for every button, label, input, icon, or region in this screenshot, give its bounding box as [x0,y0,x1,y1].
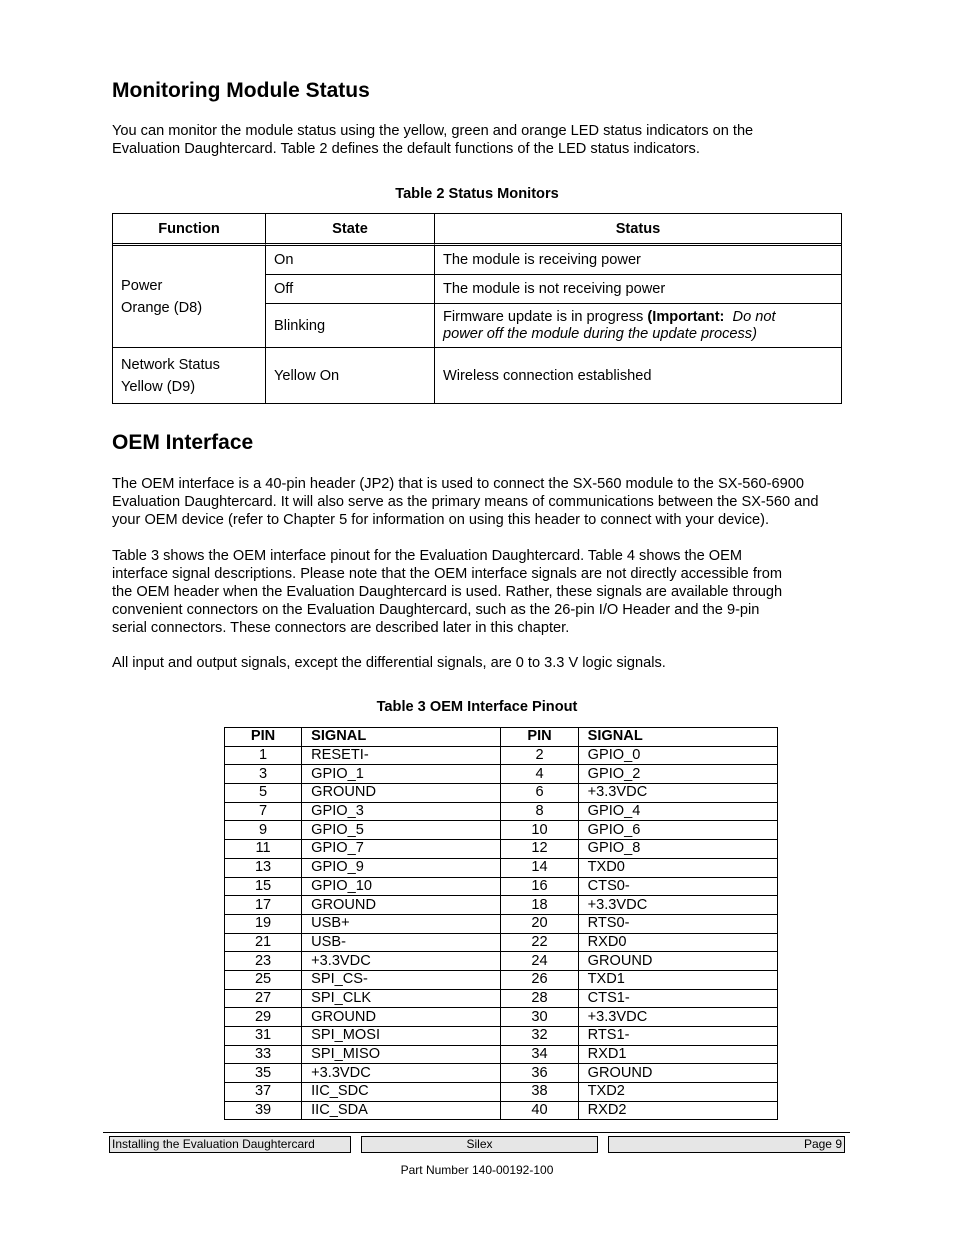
signal-cell: USB- [302,933,501,952]
pin-cell: 9 [225,821,302,840]
signal-cell: TXD2 [578,1083,777,1102]
status-note: Do not [732,308,776,325]
table-row [225,840,778,859]
section-paragraph [112,122,842,158]
paragraph-line: the OEM header when the Evaluation Daughtercard is used. Rather, these signals are available through [112,584,783,600]
signal-cell: GROUND [302,1008,501,1027]
signal-cell: RESETI- [302,746,501,765]
paragraph-line: Evaluation Daughtercard. It will also serve as the primary means of communications between the SX-560 and [112,494,819,510]
signal-cell: CTS1- [578,989,777,1008]
signal-cell: GPIO_9 [302,858,501,877]
status-important: (Important: [647,308,725,325]
function-led: Yellow (D9) [121,378,196,395]
paragraph-line: Table 3 shows the OEM interface pinout for the Evaluation Daughtercard. Table 4 shows the OEM [112,548,743,564]
signal-cell: USB+ [302,914,501,933]
pin-cell: 12 [501,840,578,859]
signal-cell: RTS1- [578,1027,777,1046]
table-row [225,1027,778,1046]
pin-cell: 15 [225,877,302,896]
column-header: PIN [501,728,578,747]
pin-cell: 25 [225,970,302,989]
pin-cell: 36 [501,1064,578,1083]
function-name: Network Status [121,356,220,373]
pin-cell: 16 [501,877,578,896]
state-cell: Yellow On [266,348,435,403]
table-row [225,1045,778,1064]
paragraph-line: Evaluation Daughtercard. Table 2 defines the default functions of the LED status indicators. [112,141,700,157]
pin-cell: 34 [501,1045,578,1064]
signal-cell: SPI_MISO [302,1045,501,1064]
signal-cell: +3.3VDC [578,896,777,915]
pin-cell: 19 [225,914,302,933]
pin-cell: 4 [501,765,578,784]
pin-cell: 11 [225,840,302,859]
function-cell [113,246,266,348]
table-row [225,877,778,896]
table-row [225,970,778,989]
table-header-row [113,214,841,246]
pin-cell: 1 [225,746,302,765]
section-paragraph [112,547,842,637]
state-cell: On [266,246,435,275]
pin-cell: 13 [225,858,302,877]
status-cell [435,304,841,348]
column-header: SIGNAL [578,728,777,747]
signal-cell: SPI_MOSI [302,1027,501,1046]
pin-cell: 38 [501,1083,578,1102]
column-header: Status [435,214,841,246]
signal-cell: TXD0 [578,858,777,877]
table-row [225,1083,778,1102]
pin-cell: 14 [501,858,578,877]
signal-cell: GPIO_0 [578,746,777,765]
status-cell: The module is receiving power [435,246,841,275]
table-row [225,746,778,765]
pin-cell: 23 [225,952,302,971]
pin-cell: 6 [501,784,578,803]
pin-cell: 33 [225,1045,302,1064]
section-paragraph [112,475,842,529]
status-text: Firmware update is in progress [443,308,648,325]
pin-cell: 27 [225,989,302,1008]
pin-cell: 8 [501,802,578,821]
signal-cell: GROUND [578,952,777,971]
table-row [225,933,778,952]
status-note: power off the module during the update process) [443,325,757,342]
pin-cell: 31 [225,1027,302,1046]
table-row [225,1101,778,1120]
signal-cell: IIC_SDC [302,1083,501,1102]
signal-cell: GPIO_8 [578,840,777,859]
table-row [225,952,778,971]
function-led: Orange (D8) [121,299,203,316]
signal-cell: +3.3VDC [302,952,501,971]
pin-cell: 26 [501,970,578,989]
signal-cell: RXD1 [578,1045,777,1064]
table-row [225,802,778,821]
pin-cell: 32 [501,1027,578,1046]
table-row [113,348,841,403]
pin-cell: 39 [225,1101,302,1120]
signal-cell: +3.3VDC [578,1008,777,1027]
signal-cell: GROUND [302,896,501,915]
function-cell [113,348,266,403]
paragraph-line: your OEM device (refer to Chapter 5 for information on using this header to connect with your device). [112,512,770,528]
column-header: Function [113,214,266,246]
paragraph-line: serial connectors. These connectors are described later in this chapter. [112,620,570,636]
table-caption: Table 2 Status Monitors [395,186,559,202]
part-number: Part Number 140-00192-100 [400,1163,554,1177]
table-row [113,246,841,275]
table-row [225,1064,778,1083]
table-row [225,821,778,840]
signal-cell: +3.3VDC [302,1064,501,1083]
column-header: PIN [225,728,302,747]
pin-cell: 2 [501,746,578,765]
signal-cell: SPI_CLK [302,989,501,1008]
pin-cell: 30 [501,1008,578,1027]
section-heading-monitoring: Monitoring Module Status [112,79,370,102]
signal-cell: RXD0 [578,933,777,952]
signal-cell: GROUND [578,1064,777,1083]
signal-cell: GPIO_7 [302,840,501,859]
table-row [225,1008,778,1027]
table-row [225,765,778,784]
footer-rule [103,1132,850,1133]
signal-cell: CTS0- [578,877,777,896]
pin-cell: 22 [501,933,578,952]
paragraph-line: interface signal descriptions. Please note that the OEM interface signals are not directly accessible from [112,566,783,582]
signal-cell: RXD2 [578,1101,777,1120]
pin-cell: 29 [225,1008,302,1027]
status-cell: The module is not receiving power [435,275,841,304]
status-monitors-table [112,213,842,404]
state-cell: Blinking [266,304,435,348]
table-row [225,989,778,1008]
pin-cell: 35 [225,1064,302,1083]
signal-cell: GPIO_4 [578,802,777,821]
table-row [225,914,778,933]
pin-cell: 37 [225,1083,302,1102]
table-row [225,858,778,877]
signal-cell: TXD1 [578,970,777,989]
signal-cell: GPIO_3 [302,802,501,821]
pin-cell: 28 [501,989,578,1008]
signal-cell: GPIO_1 [302,765,501,784]
footer-chapter: Installing the Evaluation Daughtercard [109,1136,351,1153]
section-paragraph: All input and output signals, except the differential signals, are 0 to 3.3 V logic signals. [112,655,666,671]
signal-cell: SPI_CS- [302,970,501,989]
paragraph-line: You can monitor the module status using the yellow, green and orange LED status indicators on the [112,123,754,139]
pin-cell: 20 [501,914,578,933]
status-cell: Wireless connection established [443,367,652,384]
pin-cell: 10 [501,821,578,840]
footer-page-number: Page 9 [608,1136,845,1153]
pin-cell: 18 [501,896,578,915]
pin-cell: 40 [501,1101,578,1120]
table-caption: Table 3 OEM Interface Pinout [376,699,578,715]
pin-cell: 3 [225,765,302,784]
table-row [225,896,778,915]
state-cell: Off [266,275,435,304]
signal-cell: IIC_SDA [302,1101,501,1120]
section-heading-oem: OEM Interface [112,431,254,454]
table-header-row [225,728,778,747]
function-name: Power [121,277,163,294]
signal-cell: GROUND [302,784,501,803]
pin-cell: 17 [225,896,302,915]
signal-cell: GPIO_6 [578,821,777,840]
signal-cell: GPIO_5 [302,821,501,840]
paragraph-line: The OEM interface is a 40-pin header (JP2) that is used to connect the SX-560 module to the SX-560-6900 [112,476,804,492]
paragraph-line: convenient connectors on the Evaluation Daughtercard, such as the 26-pin I/O Header and the 9-pin [112,602,760,618]
signal-cell: +3.3VDC [578,784,777,803]
pin-cell: 24 [501,952,578,971]
signal-cell: GPIO_10 [302,877,501,896]
footer-company: Silex [361,1136,598,1153]
pin-cell: 5 [225,784,302,803]
table-row [225,784,778,803]
signal-cell: GPIO_2 [578,765,777,784]
oem-pinout-table [224,727,778,1120]
pin-cell: 21 [225,933,302,952]
signal-cell: RTS0- [578,914,777,933]
pinout-body [225,746,778,1120]
column-header: State [266,214,435,246]
column-header: SIGNAL [302,728,501,747]
pin-cell: 7 [225,802,302,821]
